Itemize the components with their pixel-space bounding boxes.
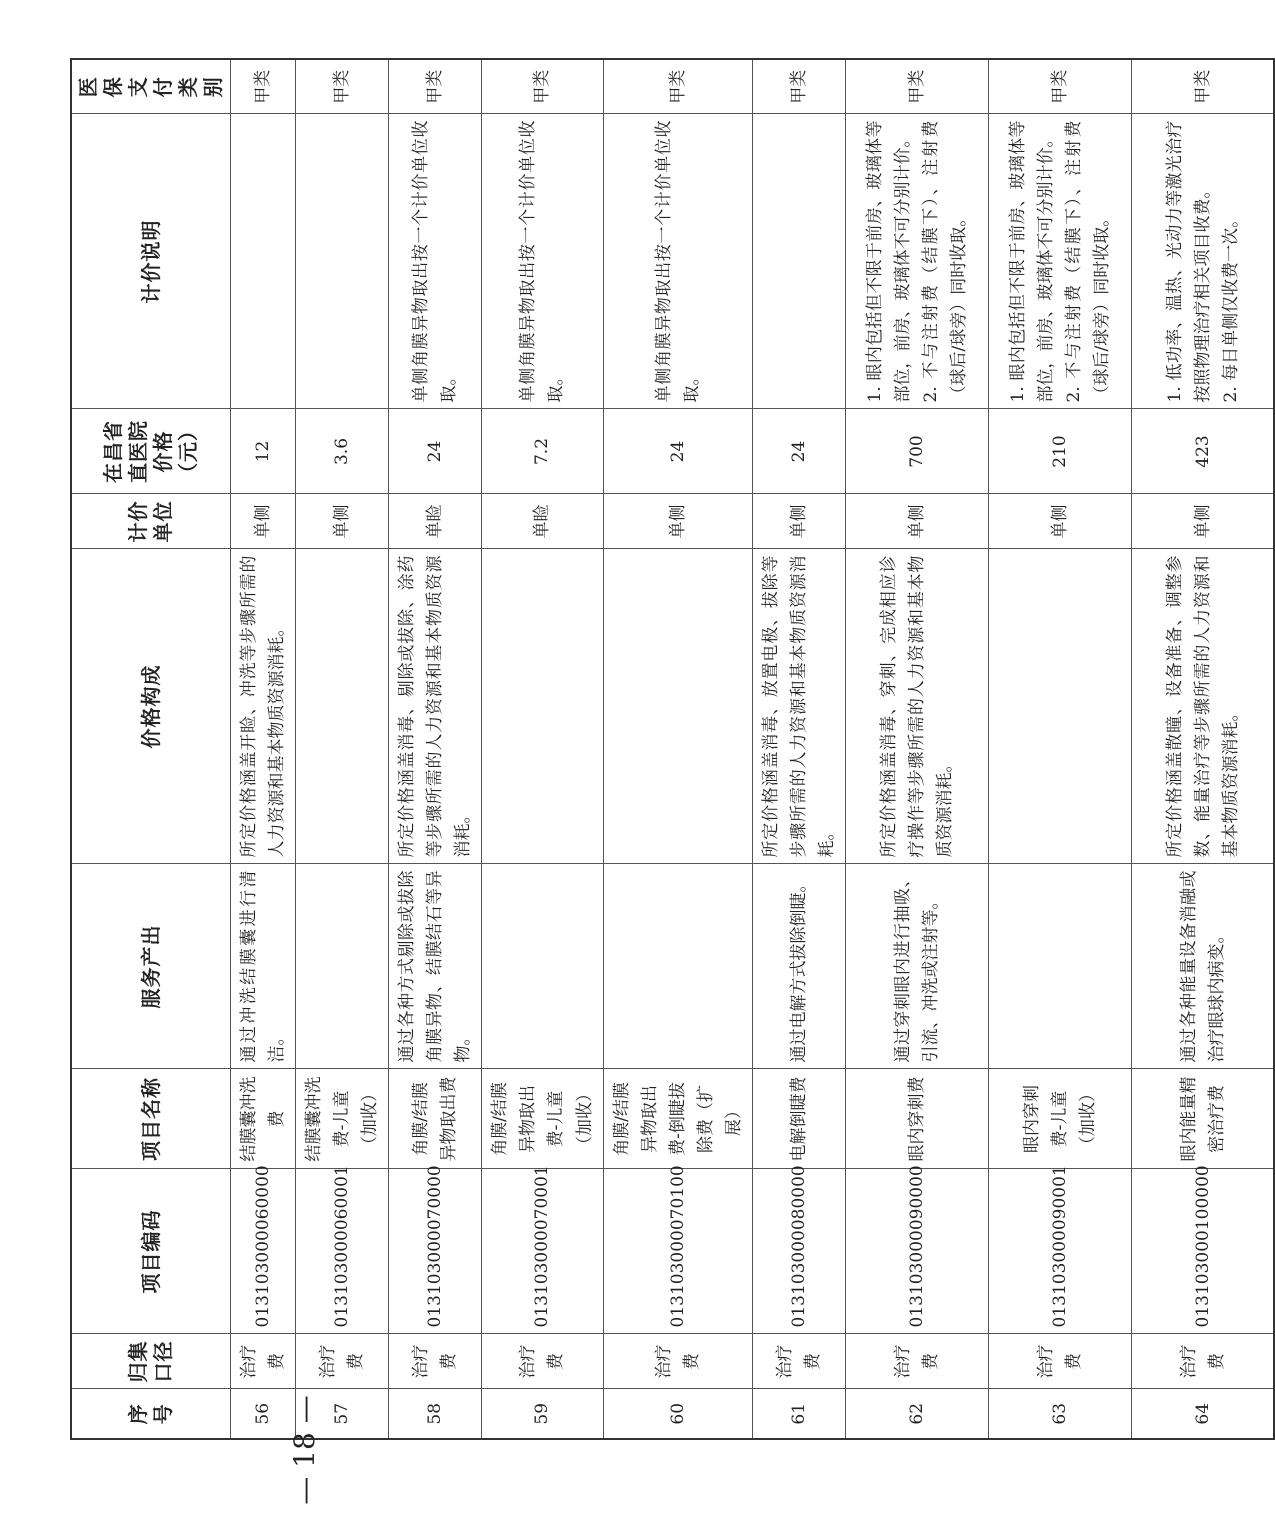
cell-seq: 63 [988, 1389, 1131, 1439]
cell-notes [603, 114, 752, 409]
cell-category: 治疗费 [603, 1334, 752, 1389]
cell-code: 013103000090000 [845, 1169, 988, 1334]
note-line: 1. 眼内包括但不限于前房、玻璃体等部位，前房、玻璃体不可分别计价。 [864, 120, 913, 403]
cell-name: 眼内穿刺费 [845, 1069, 988, 1169]
cell-name: 角膜/结膜异物取出费-倒睫拔除费（扩展） [603, 1069, 752, 1169]
cell-unit: 单侧 [1131, 494, 1274, 549]
header-unit: 计价单位 [71, 494, 231, 549]
cell-category: 治疗费 [752, 1334, 845, 1389]
cell-unit: 单侧 [752, 494, 845, 549]
cell-name: 眼内能量精密治疗费 [1131, 1069, 1274, 1169]
cell-service: 通过各种能量设备消融或治疗眼球内病变。 [1131, 864, 1274, 1069]
cell-service: 通过电解方式拔除倒睫。 [752, 864, 845, 1069]
cell-code: 013103000070001 [482, 1169, 603, 1334]
cell-insurance: 甲类 [1131, 59, 1274, 114]
header-name: 项目名称 [71, 1069, 231, 1169]
table-row [988, 59, 1131, 1439]
cell-composition: 所定价格涵盖消毒、剔除或拔除、涂药等步骤所需的人力资源和基本物质资源消耗。 [389, 549, 482, 864]
cell-notes [389, 114, 482, 409]
cell-code: 013103000070100 [603, 1169, 752, 1334]
cell-service: 通过各种方式剔除或拔除角膜异物、结膜结石等异物。 [389, 864, 482, 1069]
cell-insurance: 甲类 [988, 59, 1131, 114]
cell-unit: 单睑 [482, 494, 603, 549]
cell-unit: 单侧 [845, 494, 988, 549]
cell-price: 24 [603, 409, 752, 494]
cell-composition: 所定价格涵盖开睑、冲洗等步骤所需的人力资源和基本物质资源消耗。 [231, 549, 296, 864]
cell-composition [482, 549, 603, 864]
cell-category: 治疗费 [1131, 1334, 1274, 1389]
cell-service [482, 864, 603, 1069]
cell-seq: 57 [296, 1389, 389, 1439]
cell-name: 电解倒睫费 [752, 1069, 845, 1169]
note-line: 1. 低功率、温热、光动力等激光治疗按照物理治疗相关项目收费。 [1164, 120, 1213, 403]
cell-service [603, 864, 752, 1069]
cell-insurance: 甲类 [603, 59, 752, 114]
header-composition: 价格构成 [71, 549, 231, 864]
cell-unit: 单侧 [296, 494, 389, 549]
note-line: 单侧角膜异物取出按一个计价单位收取。 [653, 120, 702, 403]
cell-price: 3.6 [296, 409, 389, 494]
cell-unit: 单睑 [389, 494, 482, 549]
cell-price: 24 [752, 409, 845, 494]
cell-category: 治疗费 [845, 1334, 988, 1389]
header-service: 服务产出 [71, 864, 231, 1069]
cell-price: 7.2 [482, 409, 603, 494]
note-line: 2. 不与注射费（结膜下）、注射费（球后/球旁）同时收取。 [920, 120, 969, 403]
table-row [389, 59, 482, 1439]
cell-composition [603, 549, 752, 864]
cell-category: 治疗费 [296, 1334, 389, 1389]
cell-name: 角膜/结膜异物取出费 [389, 1069, 482, 1169]
table-row [231, 59, 296, 1439]
rotated-table-wrapper [70, 60, 1241, 1440]
cell-price: 210 [988, 409, 1131, 494]
cell-service: 通过穿刺眼内进行抽吸、引流、冲洗或注射等。 [845, 864, 988, 1069]
cell-notes [231, 114, 296, 409]
cell-category: 治疗费 [482, 1334, 603, 1389]
cell-code: 013103000070000 [389, 1169, 482, 1334]
cell-insurance: 甲类 [296, 59, 389, 114]
cell-unit: 单侧 [988, 494, 1131, 549]
fee-schedule-table [70, 58, 1275, 1440]
header-price: 在昌省直医院价格（元） [71, 409, 231, 494]
header-notes: 计价说明 [71, 114, 231, 409]
cell-composition: 所定价格涵盖散瞳、设备准备、调整参数、能量治疗等步骤所需的人力资源和基本物质资源消耗。 [1131, 549, 1274, 864]
cell-seq: 59 [482, 1389, 603, 1439]
cell-name: 结膜囊冲洗费 [231, 1069, 296, 1169]
cell-category: 治疗费 [231, 1334, 296, 1389]
cell-price: 700 [845, 409, 988, 494]
cell-unit: 单侧 [603, 494, 752, 549]
table-row [603, 59, 752, 1439]
cell-notes [988, 114, 1131, 409]
cell-insurance: 甲类 [482, 59, 603, 114]
cell-code: 013103000060000 [231, 1169, 296, 1334]
cell-insurance: 甲类 [389, 59, 482, 114]
cell-code: 013103000080000 [752, 1169, 845, 1334]
cell-name: 眼内穿刺费-儿童（加收） [988, 1069, 1131, 1169]
note-line: 2. 不与注射费（结膜下）、注射费（球后/球旁）同时收取。 [1063, 120, 1112, 403]
cell-insurance: 甲类 [752, 59, 845, 114]
cell-price: 24 [389, 409, 482, 494]
cell-service [296, 864, 389, 1069]
cell-insurance: 甲类 [845, 59, 988, 114]
cell-category: 治疗费 [389, 1334, 482, 1389]
cell-seq: 64 [1131, 1389, 1274, 1439]
cell-seq: 56 [231, 1389, 296, 1439]
cell-notes [1131, 114, 1274, 409]
cell-price: 12 [231, 409, 296, 494]
header-category: 归集口径 [71, 1334, 231, 1389]
cell-composition [296, 549, 389, 864]
header-seq: 序号 [71, 1389, 231, 1439]
cell-service: 通过冲洗结膜囊进行清洁。 [231, 864, 296, 1069]
header-code: 项目编码 [71, 1169, 231, 1334]
table-header-row [71, 59, 231, 1439]
cell-name: 角膜/结膜异物取出费-儿童（加收） [482, 1069, 603, 1169]
cell-seq: 60 [603, 1389, 752, 1439]
table-row [296, 59, 389, 1439]
header-insurance: 医保支付类别 [71, 59, 231, 114]
page-number: — 18 — [288, 1395, 321, 1505]
cell-name: 结膜囊冲洗费-儿童（加收） [296, 1069, 389, 1169]
cell-category: 治疗费 [988, 1334, 1131, 1389]
note-line: 2. 每日单侧仅收费一次。 [1220, 210, 1241, 403]
cell-notes [482, 114, 603, 409]
cell-composition: 所定价格涵盖消毒、放置电极、拔除等步骤所需的人力资源和基本物质资源消耗。 [752, 549, 845, 864]
note-line: 1. 眼内包括但不限于前房、玻璃体等部位，前房、玻璃体不可分别计价。 [1007, 120, 1056, 403]
cell-notes [296, 114, 389, 409]
note-line: 单侧角膜异物取出按一个计价单位收取。 [518, 120, 567, 403]
cell-insurance: 甲类 [231, 59, 296, 114]
cell-seq: 61 [752, 1389, 845, 1439]
cell-unit: 单侧 [231, 494, 296, 549]
cell-price: 423 [1131, 409, 1274, 494]
cell-seq: 58 [389, 1389, 482, 1439]
table-row [845, 59, 988, 1439]
cell-notes [845, 114, 988, 409]
cell-code: 013103000060001 [296, 1169, 389, 1334]
cell-composition [988, 549, 1131, 864]
cell-code: 013103000090001 [988, 1169, 1131, 1334]
cell-service [988, 864, 1131, 1069]
table-row [482, 59, 603, 1439]
cell-notes [752, 114, 845, 409]
table-row [752, 59, 845, 1439]
cell-composition: 所定价格涵盖消毒、穿刺、完成相应诊疗操作等步骤所需的人力资源和基本物质资源消耗。 [845, 549, 988, 864]
note-line: 单侧角膜异物取出按一个计价单位收取。 [411, 120, 460, 403]
cell-code: 013103000100000 [1131, 1169, 1274, 1334]
cell-seq: 62 [845, 1389, 988, 1439]
table-row [1131, 59, 1274, 1439]
